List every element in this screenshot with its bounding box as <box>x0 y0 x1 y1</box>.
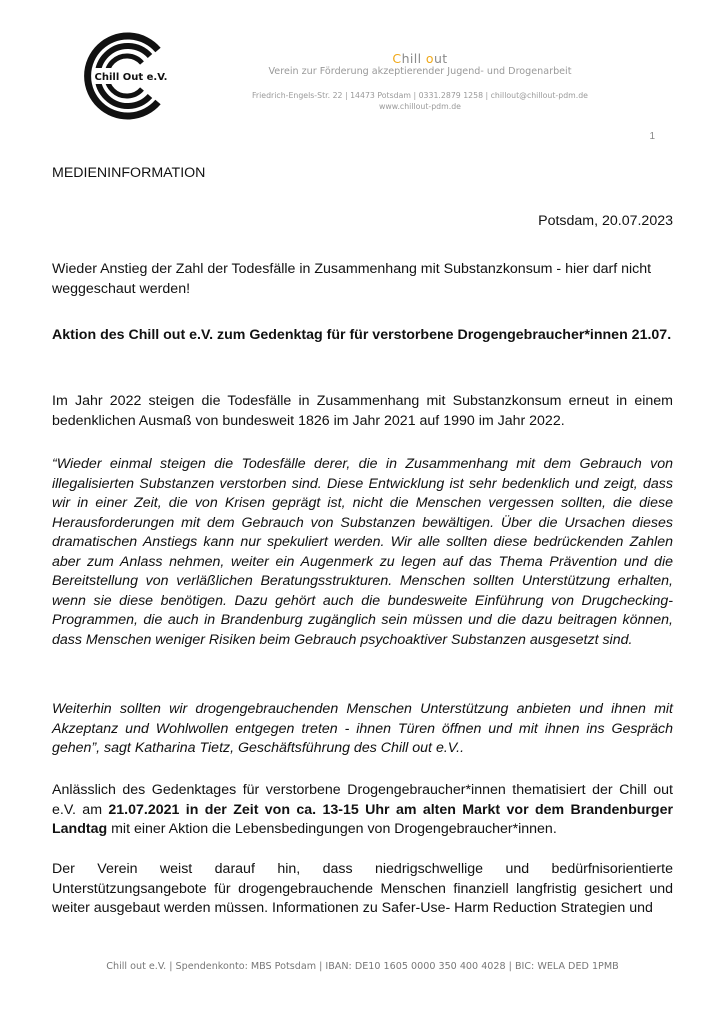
quote-paragraph-2: Weiterhin sollten wir drogengebrauchenden Menschen Unterstützung anbieten und ihnen mit Akzeptanz und Wohlwollen entgegen treten - ihnen Türen öffnen und mit ihnen ins Gespräch gehen”, sagt Katharina Tietz, Geschäftsführung des Chill out e.V.. <box>52 701 673 756</box>
subheadline: Aktion des Chill out e.V. zum Gedenktag für für verstorbene Drogengebraucher*innen 21.07. <box>52 327 672 343</box>
quote-paragraph-1: “Wieder einmal steigen die Todesfälle derer, die in Zusammenhang mit dem Gebrauch von illegalisierten Substanzen verstorben sind. Diese Entwicklung ist sehr bedenklich und zeigt, dass wir in einer Zeit, die von Krisen geprägt ist, nicht die Menschen vergessen sollten, die diese Herausforderungen mit dem Gebrauch von Substanzen bewältigen. Über die Ursachen dieses dramatischen Anstiegs kann nur spekuliert werden. Wir alle sollten diese bedrückenden Zahlen aber zum Anlass nehmen, weiter ein Augenmerk zu legen auf das Thema Prävention und die Bereitstellung von verläßlichen Beratungsstrukturen. Menschen sollten Unterstützung erhalten, wenn sie diese benötigen. Dazu gehört auch die bundesweite Einführung von Drugchecking-Programmen, die auch in Brandenburg zugänglich sein müssen und die dazu beitragen können, dass Menschen weniger Risiken beim Gebrauch psychoaktiver Substanzen ausgesetzt sind. <box>52 456 673 648</box>
paragraph-intro: Im Jahr 2022 steigen die Todesfälle in Zusammenhang mit Substanzkonsum erneut in einem bedenklichen Ausmaß von bundesweit 1826 im Jahr 2021 auf 1990 im Jahr 2022. <box>52 393 673 429</box>
org-subtitle: Verein zur Förderung akzeptierender Jugend- und Drogenarbeit <box>268 66 572 77</box>
logo-text: Chill Out e.V. <box>94 72 168 83</box>
org-contact: Friedrich-Engels-Str. 22 | 14473 Potsdam | 0331.2879 1258 | chillout@chillout-pdm.de <box>252 91 588 100</box>
doc-label: MEDIENINFORMATION <box>52 165 206 181</box>
headline: Wieder Anstieg der Zahl der Todesfälle in Zusammenhang mit Substanzkonsum - hier darf nicht weggeschaut werden! <box>52 261 652 297</box>
org-name-part: hill <box>401 51 426 66</box>
paragraph-event <box>52 781 673 840</box>
event-text-after: mit einer Aktion die Lebensbedingungen von Drogengebraucher*innen. <box>107 821 557 837</box>
org-name-end: ut <box>433 51 448 66</box>
org-website: www.chillout-pdm.de <box>379 102 461 111</box>
org-name-accent-c: C <box>392 51 402 66</box>
chill-out-logo <box>78 30 170 122</box>
paragraph-support: Der Verein weist darauf hin, dass niedrigschwellige und bedürfnisorientierte Unterstützungsangebote für drogengebrauchende Menschen finanziell langfristig gesichert und weiter ausgebaut werden müssen. Informationen zu Safer-Use- Harm Reduction Strategien und <box>52 861 673 916</box>
org-name-accent-o: o <box>425 51 434 66</box>
org-name <box>230 51 610 66</box>
footer-bank-details: Chill out e.V. | Spendenkonto: MBS Potsdam | IBAN: DE10 1605 0000 350 400 4028 | BIC: WELA DED 1PMB <box>106 961 619 972</box>
date-line: Potsdam, 20.07.2023 <box>538 213 673 229</box>
page-number: 1 <box>649 131 655 142</box>
event-date-location: 21.07.2021 in der Zeit von ca. 13-15 Uhr am alten Markt vor dem Brandenburger Landtag <box>52 801 673 837</box>
event-text-before: Anlässlich des Gedenktages für verstorbene Drogengebraucher*innen thematisiert der Chill out e.V. am <box>52 782 673 818</box>
